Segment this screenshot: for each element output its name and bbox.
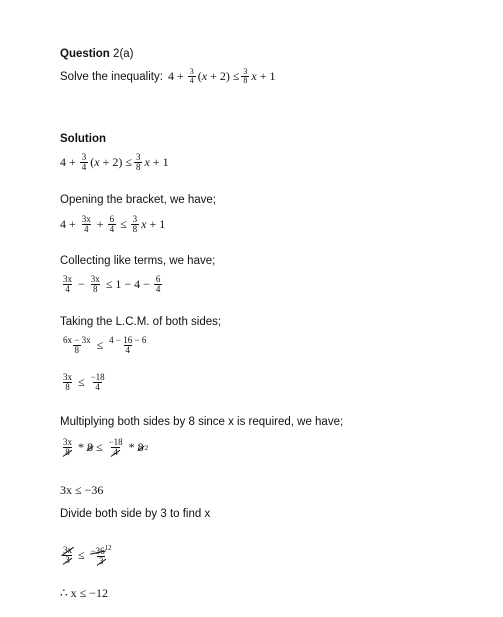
prompt-frac-3-8: $\frac{3}{8}$ [243, 67, 248, 86]
math-line-4: $\frac{6x - 3x}{8}$ ≤ $\frac{4 - 16 - 6}{4}$ [63, 335, 147, 356]
prompt-text: Solve the inequality: [60, 70, 163, 83]
step-lcm-text: Taking the L.C.M. of both sides; [60, 316, 222, 328]
math-line-5: $\frac{3x}{8}$ ≤ $\frac{-18}{4}$ [63, 372, 105, 393]
math-line-1: 4 + $\frac{3}{4}$ (x + 2) ≤ $\frac{3}{8}$ x + 1 [60, 152, 169, 173]
question-prompt [60, 68, 276, 86]
frac-3-8: $\frac{3}{8}$ [135, 152, 141, 173]
question-label: Question [60, 48, 110, 60]
math-line-9: ∴ x ≤ −12 [60, 586, 108, 600]
question-heading [60, 48, 134, 60]
math-line-6: $\frac{3x}{8}$ * 8 ≤ $\frac{-18}{4}$ * 8 2 [63, 437, 149, 458]
prompt-inequality: 4 + $\frac{3}{4}$ (x + 2) ≤ $\frac{3}{8}$ x + 1 [167, 67, 276, 86]
step-divide-text: Divide both side by 3 to find x [60, 508, 211, 520]
math-line-8: $\frac{3x}{3}$ ≤ $\frac{-36^{12}}{3}$ [63, 544, 112, 567]
step-collect-text: Collecting like terms, we have; [60, 255, 216, 267]
math-line-2: 4 + $\frac{3x}{4}$ + $\frac{6}{4}$ ≤ $\frac{3}{8}$ x + 1 [60, 214, 166, 235]
prompt-frac-3-4: $\frac{3}{4}$ [189, 67, 194, 86]
step-multiply-text: Multiplying both sides by 8 since x is required, we have; [60, 416, 344, 428]
step-open-text: Opening the bracket, we have; [60, 194, 216, 206]
math-line-7: 3x ≤ −36 [60, 483, 104, 497]
solution-heading: Solution [60, 133, 106, 145]
question-number: 2(a) [113, 48, 134, 60]
frac-3-4: $\frac{3}{4}$ [81, 152, 87, 173]
math-line-3: $\frac{3x}{4}$ − $\frac{3x}{8}$ ≤ 1 − 4 − $\frac{6}{4}$ [63, 274, 161, 295]
